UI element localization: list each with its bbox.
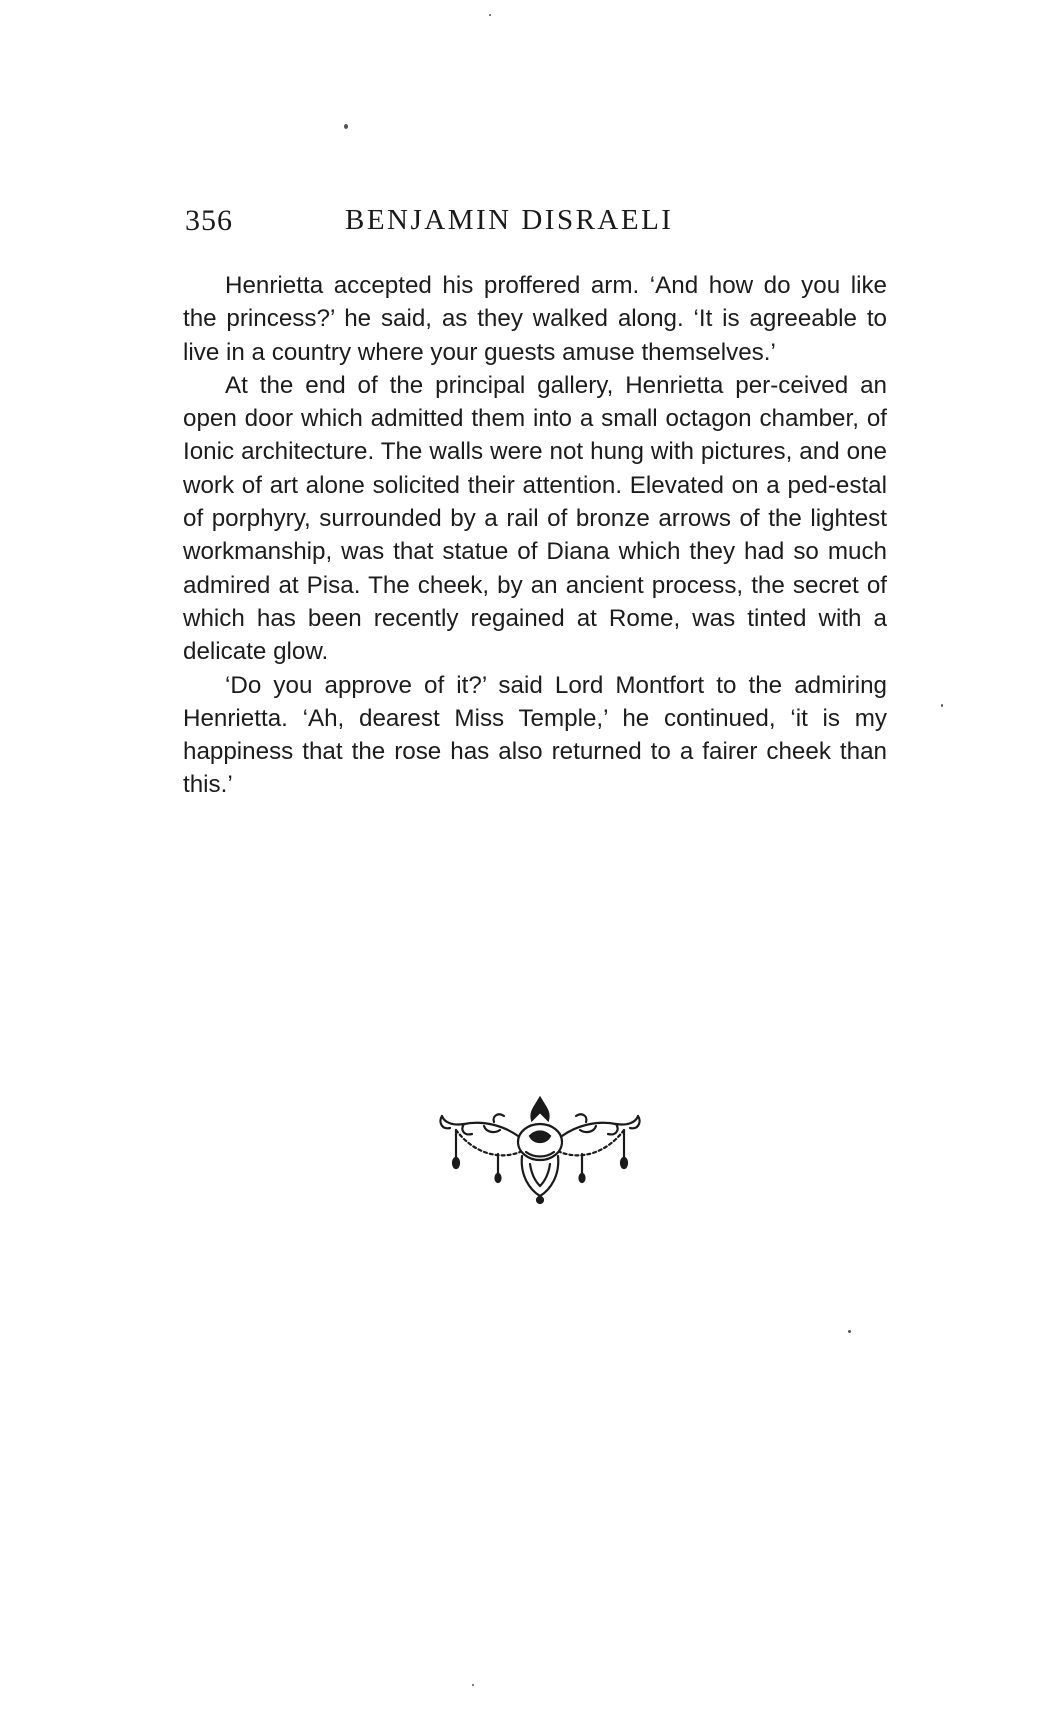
- page-number: 356: [185, 204, 233, 237]
- speck: [941, 704, 943, 707]
- paragraph: At the end of the principal gallery, Henrietta per-ceived an open door which admitted them into a small octagon chamber, of Ionic architecture. The walls were not hung with pictures, and one work of art alone solicited their attention. Elevated on a ped-estal of porphyry, surrounded by a rail of bronze arrows of the lightest workmanship, was that statue of Diana which they had so much admired at Pisa. The cheek, by an ancient process, the secret of which has been recently regained at Rome, was tinted with a delicate glow.: [183, 371, 887, 666]
- speck: [848, 1330, 851, 1333]
- speck: [472, 1684, 474, 1686]
- floral-tailpiece-icon: [434, 1096, 646, 1206]
- page-header: [185, 204, 905, 244]
- body-text: [183, 269, 887, 802]
- paragraph: Henrietta accepted his proffered arm. ‘And how do you like the princess?’ he said, as they walked along. ‘It is agreeable to live in a country where your guests amuse themselves.’: [183, 272, 887, 366]
- speck: [344, 124, 348, 129]
- running-title: BENJAMIN DISRAELI: [345, 204, 674, 236]
- speck: [489, 14, 491, 16]
- paragraph: ‘Do you approve of it?’ said Lord Montfort to the admiring Henrietta. ‘Ah, dearest Miss Temple,’ he continued, ‘it is my happiness that the rose has also returned to a fairer cheek than this.’: [183, 671, 887, 799]
